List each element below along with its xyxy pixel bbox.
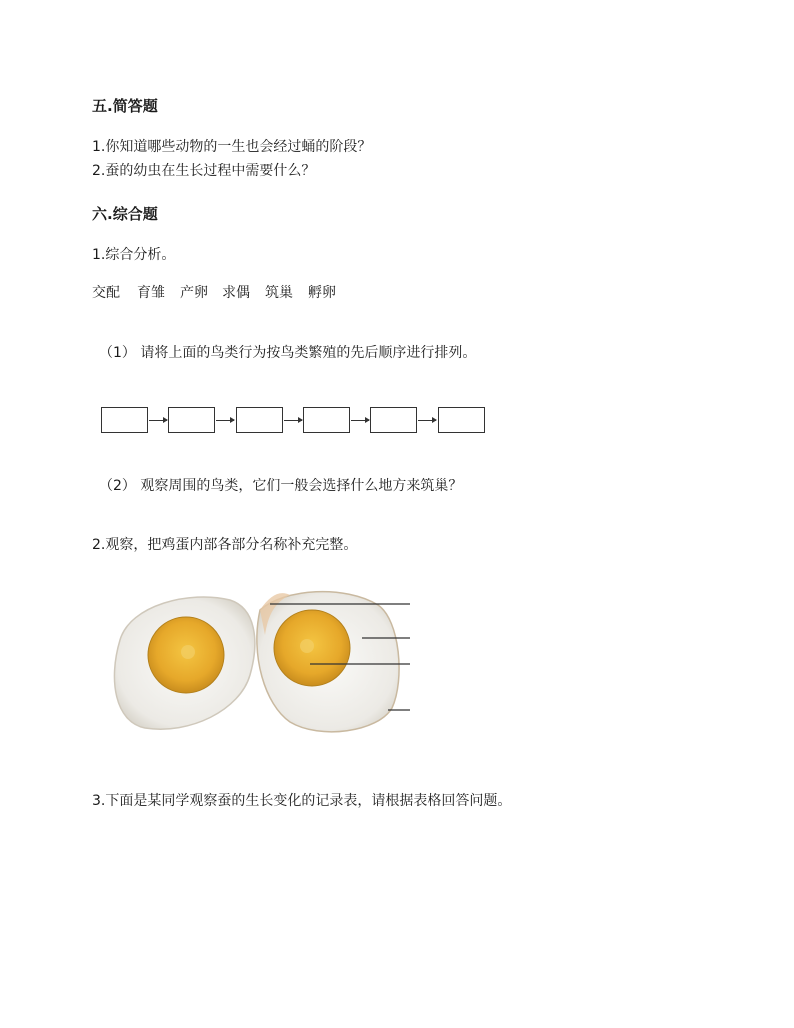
section-5-title: 五.简答题 — [92, 97, 158, 115]
answer-box-2[interactable] — [168, 407, 215, 433]
arrow-4 — [351, 420, 369, 421]
arrow-3 — [284, 420, 302, 421]
answer-box-5[interactable] — [370, 407, 417, 433]
arrow-1 — [149, 420, 167, 421]
behavior-laying: 产卵 — [180, 285, 208, 301]
behavior-rearing: 育雏 — [137, 285, 165, 301]
section-5-question-1: 1.你知道哪些动物的一生也会经过蛹的阶段？ — [92, 139, 372, 155]
arrow-2 — [216, 420, 234, 421]
section-6-title: 六.综合题 — [92, 205, 158, 223]
egg-cross-section-illustration — [100, 580, 420, 740]
question-1-sub-1: （1） 请将上面的鸟类行为按鸟类繁殖的先后顺序进行排列。 — [99, 345, 477, 361]
answer-box-6[interactable] — [438, 407, 485, 433]
behavior-courtship: 求偶 — [222, 285, 250, 301]
answer-box-3[interactable] — [236, 407, 283, 433]
left-egg-half — [114, 597, 254, 729]
section-5-question-2: 2.蚕的幼虫在生长过程中需要什么？ — [92, 163, 316, 179]
question-3-stem: 3.下面是某同学观察蚕的生长变化的记录表，请根据表格回答问题。 — [92, 793, 512, 809]
behavior-incubating: 孵卵 — [308, 285, 336, 301]
right-egg-half — [257, 592, 399, 732]
answer-box-4[interactable] — [303, 407, 350, 433]
arrow-5 — [418, 420, 436, 421]
question-1-sub-2: （2） 观察周围的鸟类，它们一般会选择什么地方来筑巢？ — [99, 478, 463, 494]
behavior-mating: 交配 — [92, 285, 120, 301]
question-1-stem: 1.综合分析。 — [92, 247, 176, 263]
answer-box-1[interactable] — [101, 407, 148, 433]
behavior-nesting: 筑巢 — [265, 285, 293, 301]
question-2-stem: 2.观察，把鸡蛋内部各部分名称补充完整。 — [92, 537, 358, 553]
